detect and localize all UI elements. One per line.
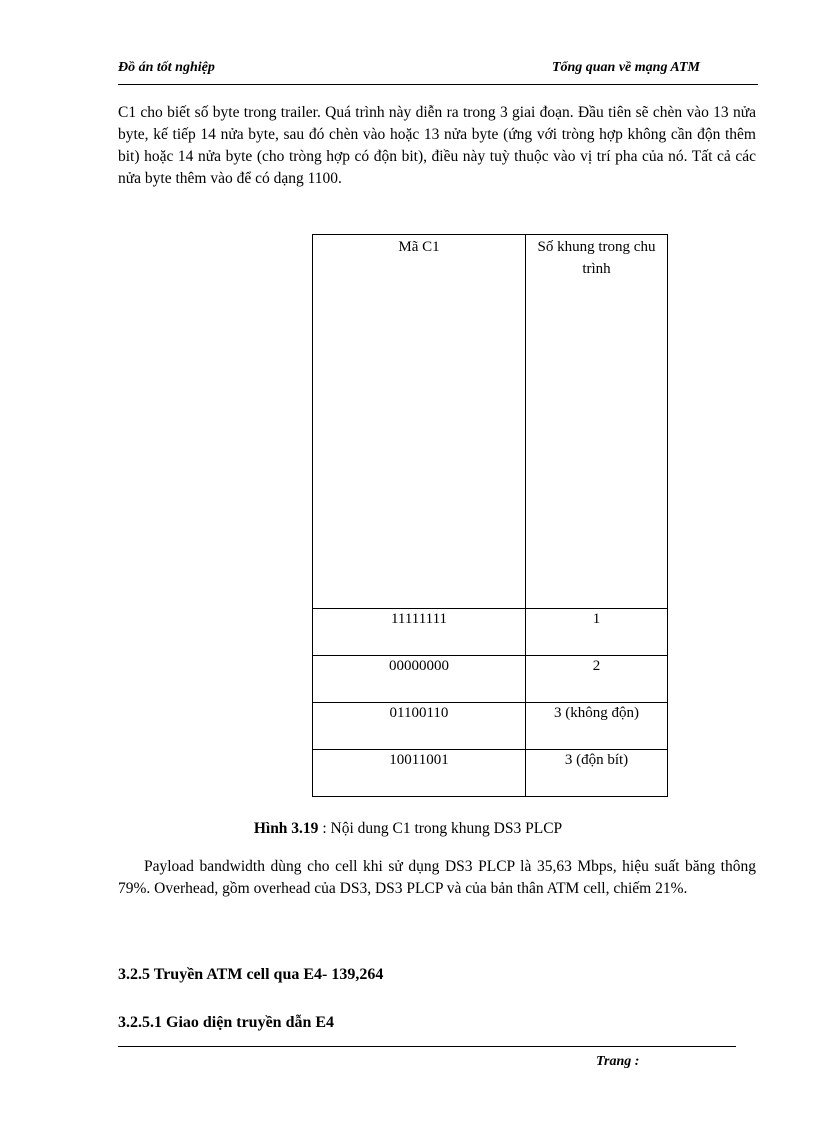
table-header-c1-code: Mã C1 — [313, 235, 526, 609]
section-heading-3-2-5-1: 3.2.5.1 Giao diện truyền dẫn E4 — [118, 1014, 335, 1031]
header-chapter-title: Tổng quan về mạng ATM — [551, 60, 700, 75]
payload-paragraph: Payload bandwidth dùng cho cell khi sử dụng DS3 PLCP là 35,63 Mbps, hiệu suất băng thông 79%. Overhead, gồm overhead của DS3, DS3 PLCP và của bản thân ATM cell, chiếm 21%. — [118, 858, 756, 897]
table-row — [313, 750, 668, 797]
table-cell-frames: 3 (độn bít) — [526, 750, 668, 797]
table-cell-code: 01100110 — [313, 703, 526, 750]
footer-page-label: Trang : — [596, 1054, 640, 1069]
table-header-frame-count: Số khung trong chu trình — [526, 235, 668, 609]
figure-caption-text: : Nội dung C1 trong khung DS3 PLCP — [318, 820, 563, 837]
table-cell-code: 00000000 — [313, 656, 526, 703]
page-header — [118, 58, 758, 85]
figure-label: Hình 3.19 — [253, 820, 319, 837]
intro-paragraph: C1 cho biết số byte trong trailer. Quá trình này diễn ra trong 3 giai đoạn. Đầu tiên sẽ chèn vào 13 nửa byte, kế tiếp 14 nửa byte, sau đó chèn vào hoặc 13 nửa byte (ứng với tròng hợp không cần độn thêm bit) hoặc 14 nửa byte (cho tròng hợp có độn bit), điều này tuỳ thuộc vào vị trí pha của nó. Tất cả các nửa byte thêm vào để có dạng 1100. — [118, 104, 756, 187]
header-document-title: Đồ án tốt nghiệp — [118, 60, 215, 75]
table-row — [313, 703, 668, 750]
c1-code-table — [312, 234, 668, 797]
figure-caption — [0, 820, 816, 838]
table-row — [313, 656, 668, 703]
table-cell-frames: 3 (không độn) — [526, 703, 668, 750]
footer-divider — [118, 1046, 736, 1047]
table-cell-frames: 1 — [526, 609, 668, 656]
table-header-row — [313, 235, 668, 609]
table-row — [313, 609, 668, 656]
table-cell-frames: 2 — [526, 656, 668, 703]
section-heading-3-2-5: 3.2.5 Truyền ATM cell qua E4- 139,264 — [118, 966, 384, 983]
table-cell-code: 11111111 — [313, 609, 526, 656]
table-cell-code: 10011001 — [313, 750, 526, 797]
